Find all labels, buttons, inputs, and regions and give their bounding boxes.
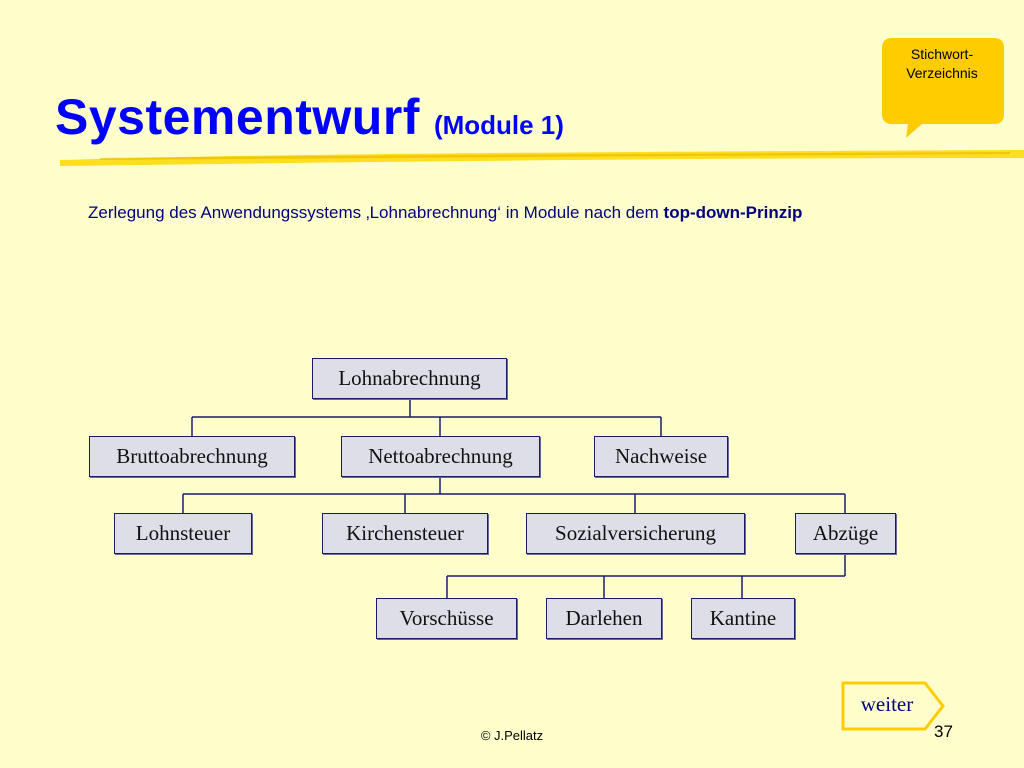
next-button-label: weiter: [860, 692, 914, 716]
node-kantine: Kantine: [691, 598, 795, 639]
index-link-line2: Verzeichnis: [906, 65, 978, 81]
node-kirchensteuer: Kirchensteuer: [322, 513, 488, 554]
page-number: 37: [934, 722, 953, 741]
node-bruttoabrechnung: Bruttoabrechnung: [89, 436, 295, 477]
next-arrow-button[interactable]: [841, 681, 945, 731]
intro-regular: Zerlegung des Anwendungssystems ‚Lohnabrechnung‘ in Module nach dem: [88, 203, 664, 222]
node-nettoabrechnung: Nettoabrechnung: [341, 436, 540, 477]
node-darlehen: Darlehen: [546, 598, 662, 639]
index-link-line1: Stichwort-: [910, 46, 974, 62]
node-lohnsteuer: Lohnsteuer: [114, 513, 252, 554]
node-sozialversicherung: Sozialversicherung: [526, 513, 745, 554]
title-subtitle: (Module 1): [433, 110, 564, 140]
node-nachweise: Nachweise: [594, 436, 728, 477]
node-abzuege: Abzüge: [795, 513, 896, 554]
intro-bold: top-down-Prinzip: [663, 203, 803, 222]
node-vorschuesse: Vorschüsse: [376, 598, 517, 639]
title-main: Systementwurf: [55, 89, 420, 145]
node-lohnabrechnung: Lohnabrechnung: [312, 358, 507, 399]
copyright-footer: © J.Pellatz: [480, 728, 544, 743]
